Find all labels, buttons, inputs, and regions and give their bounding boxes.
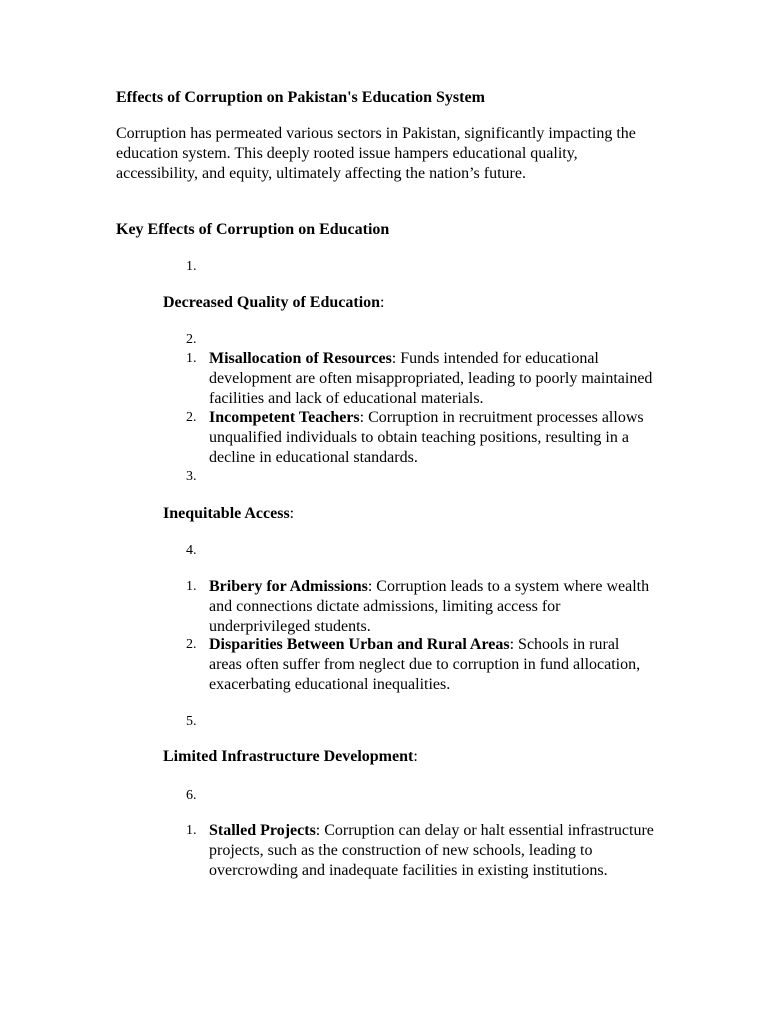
section-heading: Key Effects of Corruption on Education (116, 221, 390, 238)
item-description: : Funds intended for educational development are often misappropriated, leading to poorly maintained facilities and lack of educational materials. (209, 350, 653, 407)
item-description: : Corruption leads to a system where wealth and connections dictate admissions, limiting access for underprivileged students. (209, 578, 650, 635)
subsection-title-text: Limited Infrastructure Development (163, 748, 414, 765)
item-number: 2. (186, 637, 197, 652)
subsection-title (163, 504, 294, 524)
outer-list-marker: 5. (186, 714, 197, 729)
subsection-title-text: Decreased Quality of Education (163, 294, 381, 311)
outer-list-marker: 2. (186, 332, 197, 347)
item-term: Incompetent Teachers (209, 409, 360, 426)
subsection-colon: : (380, 294, 385, 311)
item-number: 1. (186, 579, 197, 594)
item-term: Misallocation of Resources (209, 350, 392, 367)
subsection-title-text: Inequitable Access (163, 505, 290, 522)
item-description: : Corruption can delay or halt essential infrastructure projects, such as the construction of new schools, leading to overcrowding and inadequate facilities in existing institutions. (209, 822, 654, 879)
item-description: : Corruption in recruitment processes allows unqualified individuals to obtain teaching positions, resulting in a decline in educational standards. (209, 409, 644, 466)
item-term: Stalled Projects (209, 822, 316, 839)
item-term: Disparities Between Urban and Rural Areas (209, 636, 510, 653)
subsection-title (163, 747, 418, 767)
intro-paragraph: Corruption has permeated various sectors in Pakistan, significantly impacting the education system. This deeply rooted issue hampers educational quality, accessibility, and equity, ultimately affecting the nation’s future. (116, 125, 636, 182)
item-number: 1. (186, 823, 197, 838)
subsection-colon: : (413, 748, 418, 765)
item-term: Bribery for Admissions (209, 578, 368, 595)
item-number: 2. (186, 410, 197, 425)
document-title: Effects of Corruption on Pakistan's Education System (116, 89, 485, 106)
subsection-colon: : (289, 505, 295, 522)
item-description: : Schools in rural areas often suffer from neglect due to corruption in fund allocation, exacerbating educational inequalities. (209, 636, 641, 693)
outer-list-marker: 6. (186, 788, 197, 803)
item-number: 1. (186, 351, 197, 366)
outer-list-marker: 1. (186, 259, 197, 274)
outer-list-marker: 4. (186, 543, 197, 558)
outer-list-marker: 3. (186, 469, 197, 484)
subsection-title (163, 293, 384, 313)
